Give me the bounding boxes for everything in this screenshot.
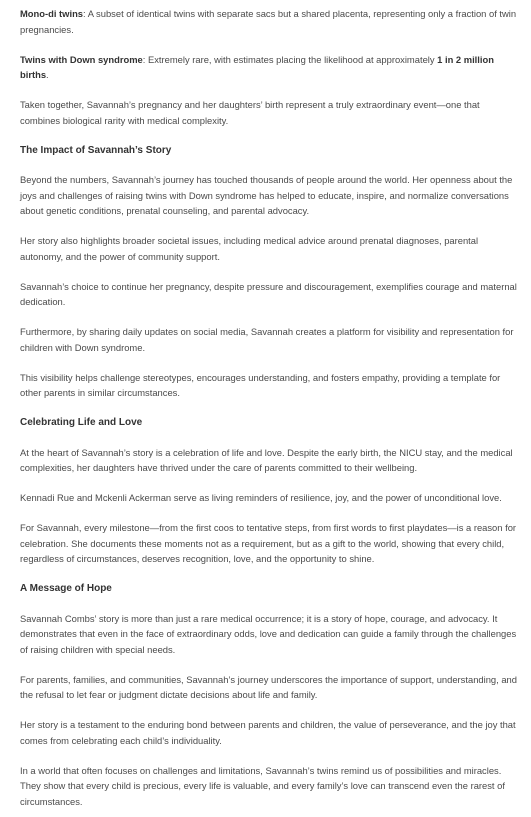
- paragraph: For parents, families, and communities, Savannah’s journey underscores the importance of support, understanding, and the refusal to let fear or judgment dictate decisions about life and family.: [20, 673, 517, 700]
- paragraph: Savannah Combs’ story is more than just a rare medical occurrence; it is a story of hope, courage, and advocacy. It demonstrates that even in the face of extraordinary odds, love and dedication can guide a family through the challenges of raising children with special needs.: [20, 612, 517, 655]
- paragraph: For Savannah, every milestone—from the first coos to tentative steps, from first words to first playdates—is a reason for celebration. She documents these moments not as a requirement, but as a gift to the world, showing that every child, regardless of circumstances, deserves recognition, love, and the opportunity to shine.: [20, 522, 517, 564]
- paragraph-text: .: [46, 69, 49, 80]
- paragraph: This visibility helps challenge stereotypes, encourages understanding, and fosters empathy, providing a template for other parents in similar circumstances.: [20, 371, 501, 398]
- paragraph: Taken together, Savannah’s pregnancy and her daughters’ birth represent a truly extraordinary event—one that combines biological rarity with medical complexity.: [20, 99, 480, 126]
- paragraph-text: : Extremely rare, with estimates placing the likelihood at approximately: [142, 53, 438, 65]
- emphasis-odds: 1 in 2 million births: [20, 53, 494, 80]
- paragraph-twins-down-syndrome: [20, 52, 521, 83]
- section-heading-celebrating: Celebrating Life and Love: [20, 417, 143, 428]
- paragraph-mono-di-twins: [20, 6, 521, 37]
- paragraph-text: : A subset of identical twins with separate sacs but a shared placenta, representing only a fraction of twin pregnancies.: [20, 8, 517, 35]
- paragraph: Savannah’s choice to continue her pregnancy, despite pressure and discouragement, exemplifies courage and maternal dedication.: [20, 280, 517, 307]
- term-mono-di-twins: Mono-di twins: [20, 8, 84, 19]
- paragraph: Beyond the numbers, Savannah’s journey has touched thousands of people around the world. Her openness about the joys and challenges of raising twins with Down syndrome has helped to educate, inspire, and normalize conversations about genetic conditions, prenatal counseling, and parental advocacy.: [20, 174, 513, 216]
- section-heading-message: A Message of Hope: [20, 583, 112, 594]
- section-heading-impact: The Impact of Savannah’s Story: [20, 144, 172, 156]
- paragraph: At the heart of Savannah’s story is a celebration of life and love. Despite the early birth, the NICU stay, and the medical complexities, her daughters have thrived under the care of parents committed to their wellbeing.: [20, 446, 513, 473]
- term-twins-down-syndrome: Twins with Down syndrome: [20, 53, 143, 65]
- paragraph: In a world that often focuses on challenges and limitations, Savannah’s twins remind us of possibilities and miracles. They show that every child is precious, every life is valuable, and every family’s love can transcend even the rarest of circumstances.: [20, 764, 505, 807]
- paragraph: Furthermore, by sharing daily updates on social media, Savannah creates a platform for visibility and representation for children with Down syndrome.: [20, 326, 514, 353]
- paragraph: Kennadi Rue and Mckenli Ackerman serve as living reminders of resilience, joy, and the power of unconditional love.: [20, 492, 502, 503]
- paragraph: Her story is a testament to the enduring bond between parents and children, the value of perseverance, and the joy that comes from celebrating each child’s individuality.: [20, 719, 516, 746]
- paragraph: Her story also highlights broader societal issues, including medical advice around prenatal diagnoses, parental autonomy, and the power of community support.: [20, 235, 479, 262]
